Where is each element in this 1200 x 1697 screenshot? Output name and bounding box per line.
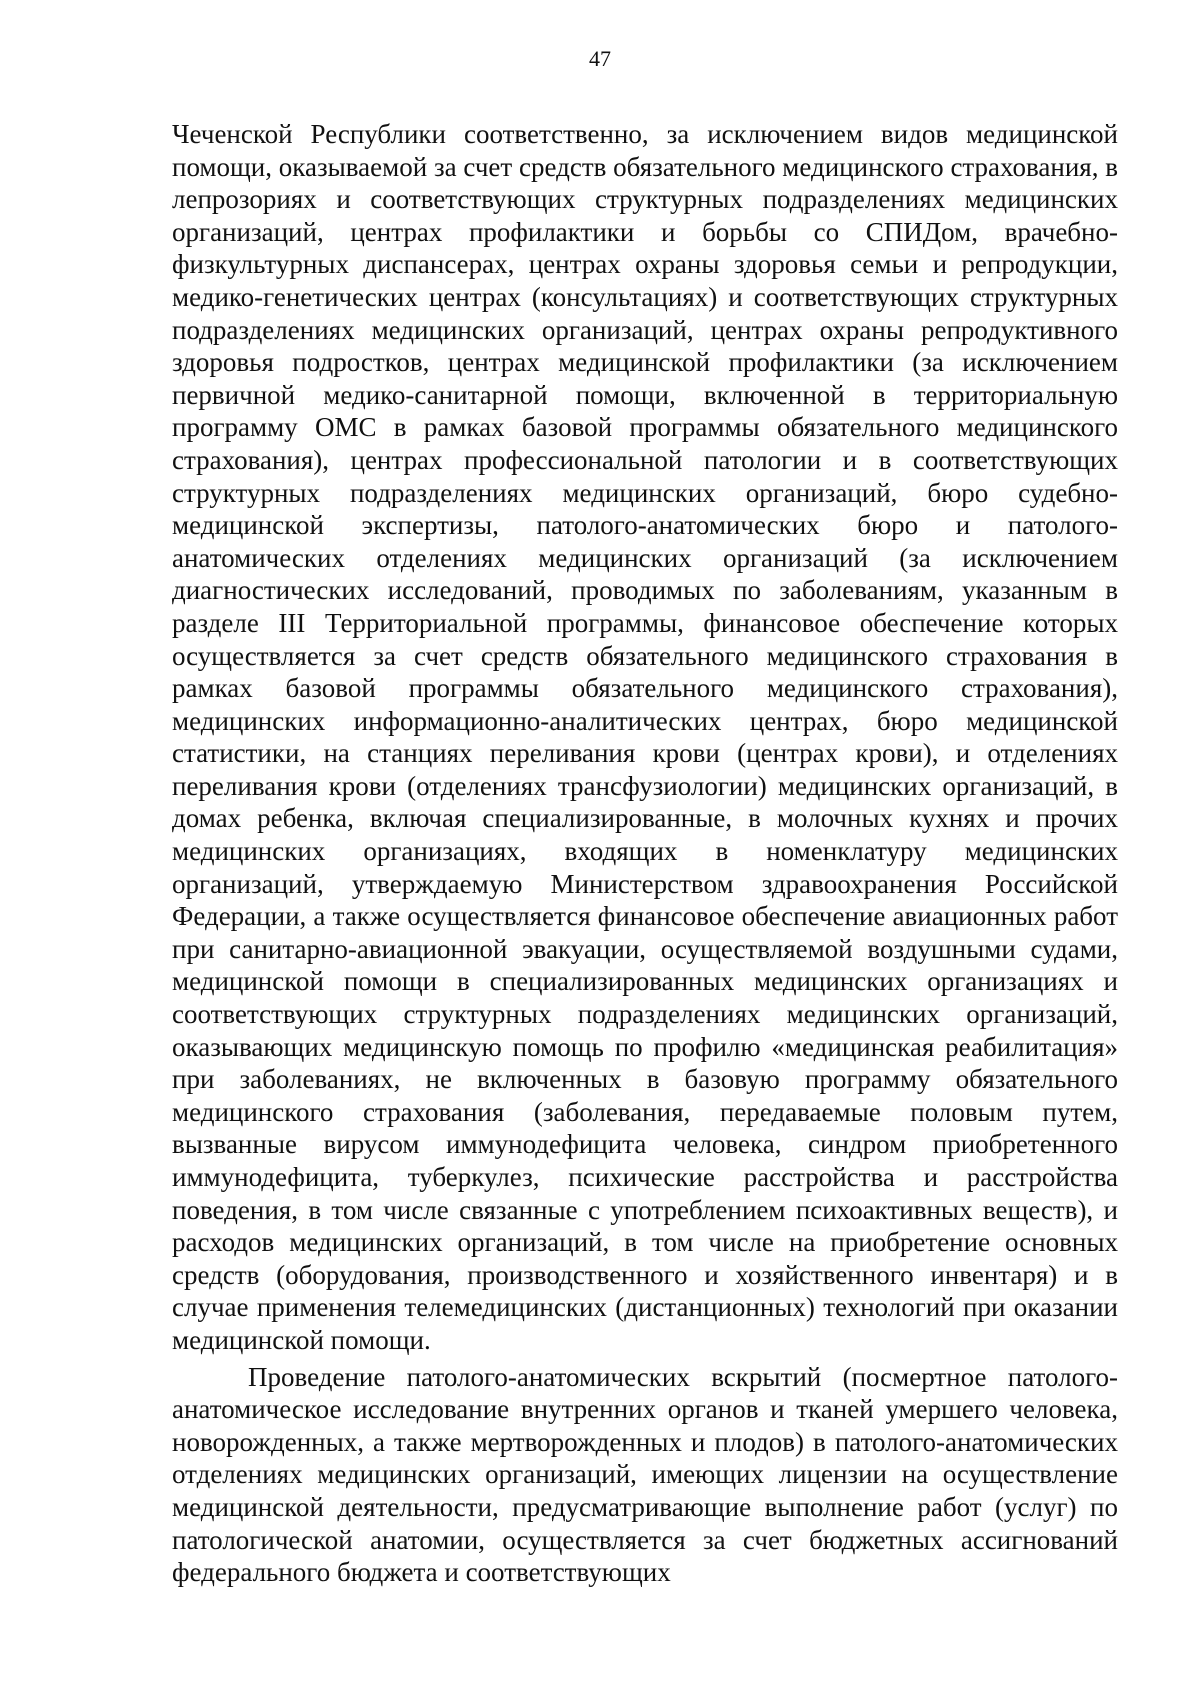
- paragraph-continuation: Чеченской Республики соответственно, за исключением видов медицинской помощи, оказываемой за счет средств обязательного медицинского страхования, в лепрозориях и соответствующих структурных подразделениях медицинских организаций, центрах профилактики и борьбы со СПИДом, врачебно-физкультурных диспансерах, центрах охраны здоровья семьи и репродукции, медико-генетических центрах (консультациях) и соответствующих структурных подразделениях медицинских организаций, центрах охраны репродуктивного здоровья подростков, центрах медицинской профилактики (за исключением первичной медико-санитарной помощи, включенной в территориальную программу ОМС в рамках базовой программы обязательного медицинского страхования), центрах профессиональной патологии и в соответствующих структурных подразделениях медицинских организаций, бюро судебно-медицинской экспертизы, патолого-анатомических бюро и патолого-анатомических отделениях медицинских организаций (за исключением диагностических исследований, проводимых по заболеваниям, указанным в разделе III Территориальной программы, финансовое обеспечение которых осуществляется за счет средств обязательного медицинского страхования в рамках базовой программы обязательного медицинского страхования), медицинских информационно-аналитических центрах, бюро медицинской статистики, на станциях переливания крови (центрах крови), и отделениях переливания крови (отделениях трансфузиологии) медицинских организаций, в домах ребенка, включая специализированные, в молочных кухнях и прочих медицинских организациях, входящих в номенклатуру медицинских организаций, утверждаемую Министерством здравоохранения Российской Федерации, а также осуществляется финансовое обеспечение авиационных работ при санитарно-авиационной эвакуации, осуществляемой воздушными судами, медицинской помощи в специализированных медицинских организациях и соответствующих структурных подразделениях медицинских организаций, оказывающих медицинскую помощь по профилю «медицинская реабилитация» при заболеваниях, не включенных в базовую программу обязательного медицинского страхования (заболевания, передаваемые половым путем, вызванные вирусом иммунодефицита человека, синдром приобретенного иммунодефицита, туберкулез, психические расстройства и расстройства поведения, в том числе связанные с употреблением психоактивных веществ), и расходов медицинских организаций, в том числе на приобретение основных средств (оборудования, производственного и хозяйственного инвентаря) и в случае применения телемедицинских (дистанционных) технологий при оказании медицинской помощи.: [172, 119, 1118, 1355]
- page-number: 47: [589, 46, 611, 71]
- paragraph-autopsy: Проведение патолого-анатомических вскрытий (посмертное патолого-анатомическое исследование внутренних органов и тканей умершего человека, новорожденных, а также мертворожденных и плодов) в патолого-анатомических отделениях медицинских организаций, имеющих лицензии на осуществление медицинской деятельности, предусматривающие выполнение работ (услуг) по патологической анатомии, осуществляется за счет бюджетных ассигнований федерального бюджета и соответствующих: [172, 1361, 1118, 1588]
- body-text: [172, 118, 1118, 1589]
